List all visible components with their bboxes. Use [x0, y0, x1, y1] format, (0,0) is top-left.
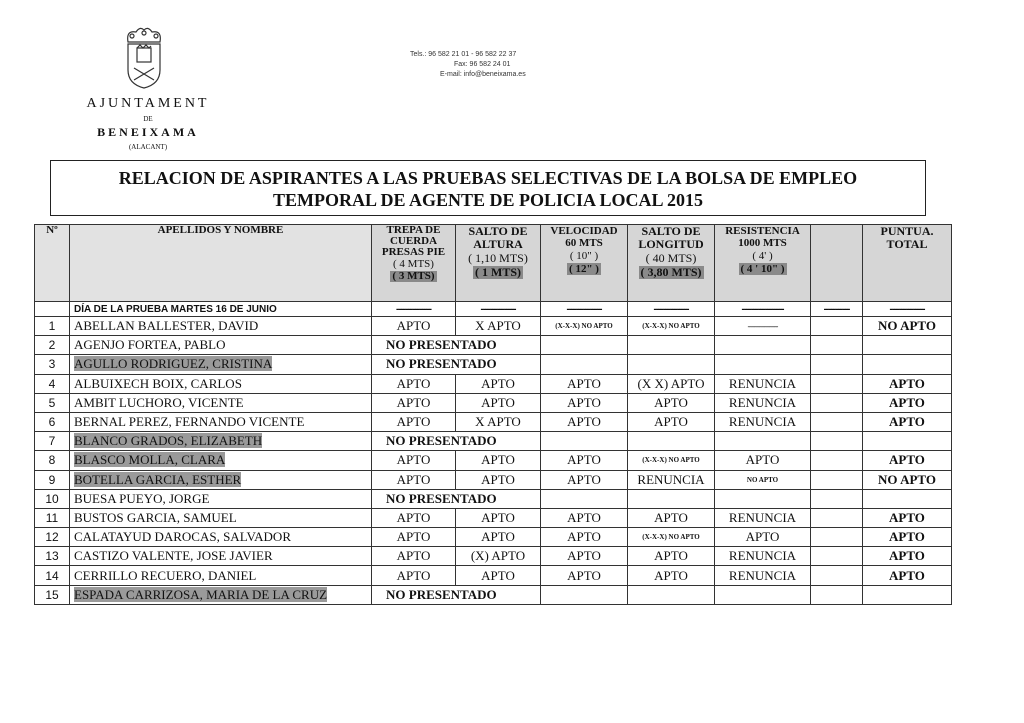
- empty-cell: [715, 336, 811, 355]
- table-row: [35, 355, 952, 374]
- result-resistencia: APTO: [715, 451, 811, 470]
- result-salto-longitud: (X X) APTO: [628, 374, 715, 393]
- row-number: 9: [35, 470, 70, 489]
- empty-cell: [541, 585, 628, 604]
- candidate-name-text: BUSTOS GARCIA, SAMUEL: [74, 509, 237, 525]
- empty-cell: [811, 451, 863, 470]
- result-velocidad: APTO: [541, 412, 628, 431]
- table-row: [35, 585, 952, 604]
- candidate-name: [70, 585, 372, 604]
- col-resistencia-header: [715, 225, 811, 302]
- velocidad-sub2: ( 12" ): [569, 263, 599, 275]
- empty-cell: [628, 585, 715, 604]
- result-salto-altura: X APTO: [456, 412, 541, 431]
- result-salto-longitud: (X-X-X) NO APTO: [628, 528, 715, 547]
- empty-cell: [541, 432, 628, 451]
- result-salto-longitud: APTO: [628, 566, 715, 585]
- salto-altura-l2: ALTURA: [473, 237, 523, 251]
- result-resistencia: RENUNCIA: [715, 566, 811, 585]
- title-line-2: TEMPORAL DE AGENTE DE POLICIA LOCAL 2015: [272, 190, 704, 210]
- candidate-name: [70, 355, 372, 374]
- result-resistencia: RENUNCIA: [715, 393, 811, 412]
- result-trepa: APTO: [372, 412, 456, 431]
- resistencia-sub1: ( 4' ): [752, 250, 773, 262]
- empty-cell: [541, 355, 628, 374]
- table-row: [35, 470, 952, 489]
- candidate-name-text: BUESA PUEYO, JORGE: [74, 490, 210, 506]
- table-row: [35, 451, 952, 470]
- total-result: APTO: [863, 393, 952, 412]
- velocidad-sub1: ( 10" ): [569, 250, 599, 262]
- table-row: [35, 489, 952, 508]
- result-trepa: APTO: [372, 317, 456, 336]
- col-salto-longitud-header: [628, 225, 715, 302]
- salto-altura-sub1: ( 1,10 MTS): [468, 251, 528, 265]
- result-salto-longitud: APTO: [628, 393, 715, 412]
- candidate-name-text: AGULLO RODRIGUEZ, CRISTINA: [74, 356, 273, 372]
- result-salto-longitud: RENUNCIA: [628, 470, 715, 489]
- result-trepa: APTO: [372, 547, 456, 566]
- total-result: APTO: [863, 547, 952, 566]
- table-row: [35, 374, 952, 393]
- candidate-name-text: ESPADA CARRIZOSA, MARIA DE LA CRUZ: [74, 586, 328, 602]
- row-number: 11: [35, 508, 70, 527]
- row-number: 10: [35, 489, 70, 508]
- empty-cell: [811, 393, 863, 412]
- candidate-name-text: AMBIT LUCHORO, VICENTE: [74, 394, 244, 410]
- municipality-name: AJUNTAMENT: [86, 96, 210, 111]
- table-header-row: [35, 225, 952, 302]
- salto-altura-l1: SALTO DE: [468, 224, 528, 238]
- salto-longitud-l1: SALTO DE: [641, 224, 701, 238]
- document-title: [50, 160, 926, 216]
- total-result: NO APTO: [863, 470, 952, 489]
- col-trepa-header: [372, 225, 456, 302]
- dash-salto-altura: ---------------: [456, 302, 541, 317]
- empty-cell: [715, 489, 811, 508]
- velocidad-l1: VELOCIDAD: [550, 225, 618, 237]
- result-resistencia: RENUNCIA: [715, 412, 811, 431]
- empty-cell: [811, 374, 863, 393]
- total-result: APTO: [863, 566, 952, 585]
- trepa-l1: TREPA DE: [386, 224, 441, 236]
- not-presented-cell: NO PRESENTADO: [372, 355, 541, 374]
- empty-cell: [628, 336, 715, 355]
- row-number: 7: [35, 432, 70, 451]
- resistencia-sub2: ( 4 ' 10" ): [740, 263, 785, 275]
- table-row: [35, 432, 952, 451]
- table-row: [35, 508, 952, 527]
- row-number: 13: [35, 547, 70, 566]
- result-resistencia: RENUNCIA: [715, 374, 811, 393]
- result-resistencia: APTO: [715, 528, 811, 547]
- results-table: [34, 224, 952, 605]
- day-num-cell: [35, 302, 70, 317]
- candidate-name-text: ALBUIXECH BOIX, CARLOS: [74, 375, 242, 391]
- not-presented-cell: NO PRESENTADO: [372, 585, 541, 604]
- candidate-name: [70, 470, 372, 489]
- result-velocidad: APTO: [541, 451, 628, 470]
- candidate-name: [70, 528, 372, 547]
- result-velocidad: APTO: [541, 393, 628, 412]
- candidate-name: [70, 336, 372, 355]
- table-row: [35, 412, 952, 431]
- empty-cell: [863, 489, 952, 508]
- empty-cell: [811, 355, 863, 374]
- candidate-name: [70, 566, 372, 585]
- test-day-label: DÍA DE LA PRUEBA MARTES 16 DE JUNIO: [70, 302, 372, 317]
- empty-cell: [811, 489, 863, 508]
- total-l1: PUNTUA.: [880, 224, 934, 238]
- row-number: 12: [35, 528, 70, 547]
- result-velocidad: APTO: [541, 528, 628, 547]
- empty-cell: [811, 508, 863, 527]
- candidate-name-text: AGENJO FORTEA, PABLO: [74, 337, 226, 353]
- salto-altura-sub2: ( 1 MTS): [475, 265, 521, 279]
- table-row: [35, 566, 952, 585]
- result-salto-altura: APTO: [456, 470, 541, 489]
- candidate-name-text: BLASCO MOLLA, CLARA: [74, 452, 226, 468]
- candidate-name: [70, 489, 372, 508]
- trepa-l3: PRESAS PIE: [381, 246, 446, 258]
- empty-cell: [863, 585, 952, 604]
- result-velocidad: (X-X-X) NO APTO: [541, 317, 628, 336]
- total-result: APTO: [863, 451, 952, 470]
- row-number: 2: [35, 336, 70, 355]
- salto-longitud-sub2: ( 3,80 MTS): [640, 265, 702, 279]
- table-row: [35, 317, 952, 336]
- contact-fax: Fax: 96 582 24 01: [454, 61, 511, 68]
- result-velocidad: APTO: [541, 566, 628, 585]
- total-l2: TOTAL: [886, 237, 928, 251]
- result-salto-longitud: APTO: [628, 547, 715, 566]
- result-resistencia: RENUNCIA: [715, 508, 811, 527]
- candidate-name-text: CASTIZO VALENTE, JOSE JAVIER: [74, 548, 273, 564]
- result-salto-longitud: (X-X-X) NO APTO: [628, 317, 715, 336]
- result-salto-altura: APTO: [456, 451, 541, 470]
- result-trepa: APTO: [372, 566, 456, 585]
- velocidad-l2: 60 MTS: [565, 237, 603, 249]
- total-result: NO APTO: [863, 317, 952, 336]
- empty-cell: [863, 336, 952, 355]
- empty-cell: [628, 355, 715, 374]
- empty-cell: [715, 432, 811, 451]
- result-trepa: APTO: [372, 528, 456, 547]
- total-result: APTO: [863, 374, 952, 393]
- result-salto-altura: APTO: [456, 566, 541, 585]
- trepa-sub2: ( 3 MTS): [392, 270, 435, 282]
- candidate-name: [70, 374, 372, 393]
- col-name-header: APELLIDOS Y NOMBRE: [70, 225, 372, 302]
- row-number: 8: [35, 451, 70, 470]
- col-salto-altura-header: [456, 225, 541, 302]
- empty-cell: [811, 432, 863, 451]
- dash-trepa: ---------------: [372, 302, 456, 317]
- candidate-name-text: CALATAYUD DAROCAS, SALVADOR: [74, 529, 291, 545]
- municipal-crest-icon: [118, 24, 170, 92]
- empty-cell: [811, 585, 863, 604]
- row-number: 15: [35, 585, 70, 604]
- result-velocidad: APTO: [541, 508, 628, 527]
- municipality-de: DE: [143, 115, 153, 123]
- row-number: 6: [35, 412, 70, 431]
- table-row: [35, 547, 952, 566]
- result-salto-altura: APTO: [456, 528, 541, 547]
- empty-cell: [811, 547, 863, 566]
- not-presented-cell: NO PRESENTADO: [372, 489, 541, 508]
- dash-total: ---------------: [863, 302, 952, 317]
- col-velocidad-header: [541, 225, 628, 302]
- result-trepa: APTO: [372, 470, 456, 489]
- empty-cell: [541, 489, 628, 508]
- not-presented-cell: NO PRESENTADO: [372, 432, 541, 451]
- empty-cell: [811, 566, 863, 585]
- result-salto-altura: APTO: [456, 393, 541, 412]
- empty-cell: [628, 489, 715, 508]
- result-salto-altura: (X) APTO: [456, 547, 541, 566]
- result-resistencia: RENUNCIA: [715, 547, 811, 566]
- candidate-name: [70, 432, 372, 451]
- result-salto-longitud: APTO: [628, 508, 715, 527]
- row-number: 14: [35, 566, 70, 585]
- candidate-name: [70, 412, 372, 431]
- dash-blank: -----------: [811, 302, 863, 317]
- table-row: [35, 528, 952, 547]
- salto-longitud-l2: LONGITUD: [638, 237, 704, 251]
- empty-cell: [863, 355, 952, 374]
- trepa-sub1: ( 4 MTS): [393, 258, 434, 270]
- candidate-name-text: CERRILLO RECUERO, DANIEL: [74, 567, 257, 583]
- dash-salto-longitud: ---------------: [628, 302, 715, 317]
- dash-resistencia: ------------------: [715, 302, 811, 317]
- result-resistencia: ------------------: [715, 317, 811, 336]
- candidate-name: [70, 451, 372, 470]
- title-line-1: RELACION DE ASPIRANTES A LAS PRUEBAS SELECTIVAS DE LA BOLSA DE EMPLEO: [118, 168, 858, 188]
- empty-cell: [715, 585, 811, 604]
- result-salto-altura: APTO: [456, 508, 541, 527]
- resistencia-l2: 1000 MTS: [738, 237, 787, 249]
- result-velocidad: APTO: [541, 374, 628, 393]
- contact-tel: Tels.: 96 582 21 01 - 96 582 22 37: [410, 51, 517, 58]
- contact-info: [410, 50, 710, 80]
- row-number: 1: [35, 317, 70, 336]
- candidate-name-text: BOTELLA GARCIA, ESTHER: [74, 471, 242, 487]
- empty-cell: [863, 432, 952, 451]
- empty-cell: [628, 432, 715, 451]
- result-trepa: APTO: [372, 393, 456, 412]
- result-resistencia: NO APTO: [715, 470, 811, 489]
- col-blank-header: [811, 225, 863, 302]
- table-row: [35, 336, 952, 355]
- empty-cell: [811, 412, 863, 431]
- municipality-town: BENEIXAMA: [97, 125, 199, 139]
- result-velocidad: APTO: [541, 547, 628, 566]
- empty-cell: [811, 470, 863, 489]
- dash-velocidad: ---------------: [541, 302, 628, 317]
- municipality-province: (ALACANT): [128, 143, 168, 151]
- candidate-name: [70, 547, 372, 566]
- candidate-name: [70, 317, 372, 336]
- total-result: APTO: [863, 412, 952, 431]
- total-result: APTO: [863, 528, 952, 547]
- result-salto-longitud: APTO: [628, 412, 715, 431]
- result-velocidad: APTO: [541, 470, 628, 489]
- contact-email: E-mail: info@beneixama.es: [440, 71, 526, 78]
- candidate-name: [70, 508, 372, 527]
- result-trepa: APTO: [372, 451, 456, 470]
- row-number: 4: [35, 374, 70, 393]
- total-result: APTO: [863, 508, 952, 527]
- result-salto-longitud: (X-X-X) NO APTO: [628, 451, 715, 470]
- empty-cell: [811, 528, 863, 547]
- col-num-header: Nº: [35, 225, 70, 302]
- result-trepa: APTO: [372, 374, 456, 393]
- candidate-name-text: BERNAL PEREZ, FERNANDO VICENTE: [74, 414, 305, 430]
- candidate-name: [70, 393, 372, 412]
- result-salto-altura: APTO: [456, 374, 541, 393]
- candidate-name-text: ABELLAN BALLESTER, DAVID: [74, 318, 259, 334]
- not-presented-cell: NO PRESENTADO: [372, 336, 541, 355]
- row-number: 3: [35, 355, 70, 374]
- empty-cell: [541, 336, 628, 355]
- candidate-name-text: BLANCO GRADOS, ELIZABETH: [74, 433, 263, 449]
- salto-longitud-sub1: ( 40 MTS): [645, 251, 697, 265]
- empty-cell: [811, 317, 863, 336]
- row-number: 5: [35, 393, 70, 412]
- result-salto-altura: X APTO: [456, 317, 541, 336]
- empty-cell: [715, 355, 811, 374]
- result-trepa: APTO: [372, 508, 456, 527]
- resistencia-l1: RESISTENCIA: [725, 225, 800, 237]
- col-total-header: [863, 225, 952, 302]
- empty-cell: [811, 336, 863, 355]
- trepa-l2: CUERDA: [389, 235, 438, 247]
- test-day-row: [35, 302, 952, 317]
- table-row: [35, 393, 952, 412]
